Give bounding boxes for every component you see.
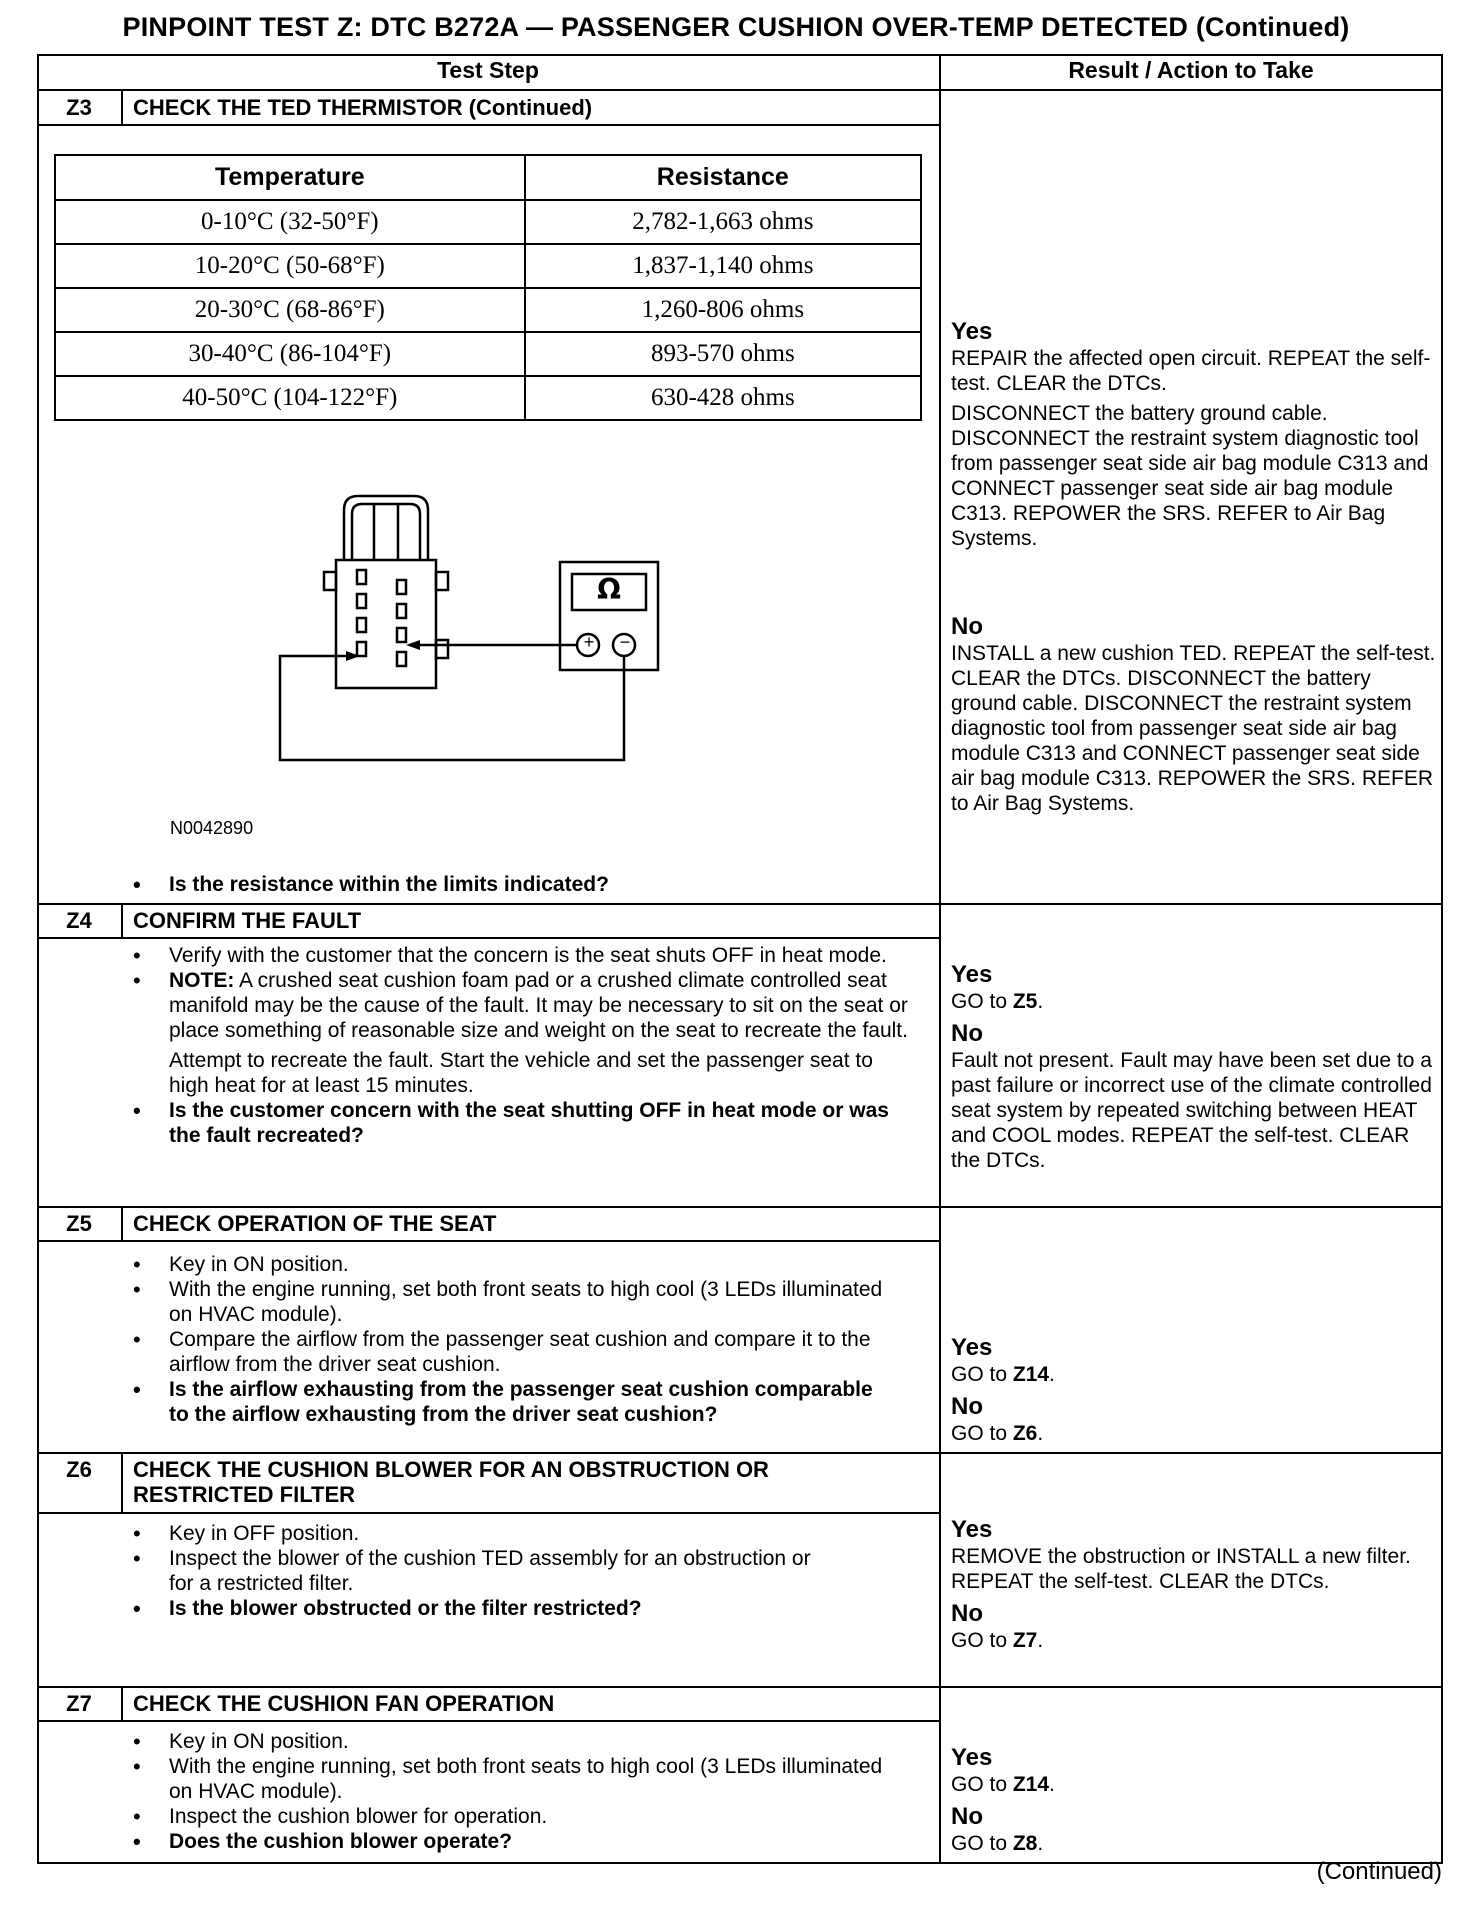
test-lead	[280, 656, 624, 760]
step-id-z7: Z7	[66, 1691, 92, 1716]
no-action: GO to Z8.	[951, 1832, 1044, 1855]
table-row	[55, 244, 921, 288]
yes-label: Yes	[951, 1744, 993, 1771]
z6-steps	[133, 1521, 833, 1621]
yes-action: GO to Z14.	[951, 1363, 1055, 1386]
table-cell: 2,782-1,663 ohms	[525, 200, 921, 244]
id-divider	[121, 89, 123, 124]
note-label: NOTE:	[169, 969, 235, 992]
z7-steps	[133, 1729, 893, 1854]
step-id-z5: Z5	[66, 1211, 92, 1236]
z3-steps	[133, 872, 923, 897]
id-divider	[121, 1452, 123, 1512]
no-action: GO to Z7.	[951, 1629, 1044, 1652]
yes-action: REPAIR the affected open circuit. REPEAT the self-test. CLEAR the DTCs.	[951, 347, 1431, 395]
row-divider	[37, 1240, 939, 1242]
continued-label: (Continued)	[1316, 1858, 1442, 1885]
z7-step-3: • Inspect the cushion blower for operation.	[133, 1804, 893, 1829]
z6-question: • Is the blower obstructed or the filter restricted?	[133, 1596, 833, 1621]
z5-step-3: • Compare the airflow from the passenger seat cushion and compare it to the airflow from the driver seat cushion.	[133, 1327, 893, 1377]
yes-action: GO to Z5.	[951, 990, 1044, 1013]
row-divider	[37, 1686, 1443, 1688]
z5-steps	[133, 1252, 893, 1427]
z3-result	[951, 318, 1436, 816]
no-label: No	[951, 613, 983, 640]
connector-body	[336, 560, 436, 688]
column-divider	[939, 54, 941, 1864]
minus-label: −	[619, 632, 631, 652]
id-divider	[121, 903, 123, 937]
yes-action-detail: DISCONNECT the battery ground cable. DISCONNECT the restraint system diagnostic tool from passenger seat side air bag module C313 and CONNECT passenger seat side air bag module C313. REPOWER the SRS. REFER to Air Bag Systems.	[951, 402, 1429, 550]
no-label: No	[951, 1803, 983, 1830]
row-divider	[37, 1452, 1443, 1454]
z6-step-2: • Inspect the blower of the cushion TED assembly for an obstruction or for a restricted filter.	[133, 1546, 833, 1596]
table-row	[55, 288, 921, 332]
z7-result	[951, 1744, 1436, 1856]
plus-label: +	[583, 632, 595, 652]
table-cell: 30-40°C (86-104°F)	[55, 332, 525, 376]
table-header-temperature: Temperature	[55, 155, 525, 200]
step-id-z4: Z4	[66, 908, 92, 933]
step-title-z3: CHECK THE TED THERMISTOR (Continued)	[133, 95, 593, 120]
table-row	[55, 376, 921, 420]
page-title: PINPOINT TEST Z: DTC B272A — PASSENGER CUSHION OVER-TEMP DETECTED (Continued)	[122, 12, 1350, 42]
table-cell: 10-20°C (50-68°F)	[55, 244, 525, 288]
z3-question: • Is the resistance within the limits indicated?	[133, 872, 923, 897]
z4-question: • Is the customer concern with the seat shutting OFF in heat mode or was the fault recreated?	[133, 1098, 911, 1148]
no-label: No	[951, 1020, 983, 1047]
row-divider	[37, 1512, 939, 1514]
z4-step-note-cont: Attempt to recreate the fault. Start the vehicle and set the passenger seat to high heat for at least 15 minutes.	[169, 1049, 873, 1097]
step-id-z3: Z3	[66, 95, 92, 120]
no-action: GO to Z6.	[951, 1422, 1044, 1445]
yes-action: REMOVE the obstruction or INSTALL a new filter. REPEAT the self-test. CLEAR the DTCs.	[951, 1545, 1411, 1593]
yes-label: Yes	[951, 1334, 993, 1361]
table-row	[55, 332, 921, 376]
thermistor-table	[54, 154, 922, 421]
z7-step-1: • Key in ON position.	[133, 1729, 893, 1754]
step-title-line: RESTRICTED FILTER	[133, 1482, 356, 1507]
no-label: No	[951, 1393, 983, 1420]
header-result: Result / Action to Take	[1068, 57, 1314, 83]
z5-step-1: • Key in ON position.	[133, 1252, 893, 1277]
z4-step-1: • Verify with the customer that the concern is the seat shuts OFF in heat mode.	[133, 943, 911, 968]
z4-step-note	[133, 968, 911, 1043]
yes-label: Yes	[951, 1516, 993, 1543]
table-header-resistance: Resistance	[525, 155, 921, 200]
no-label: No	[951, 1600, 983, 1627]
table-cell: 630-428 ohms	[525, 376, 921, 420]
row-divider	[37, 1206, 1443, 1208]
step-id-z6: Z6	[66, 1457, 92, 1482]
step-title-z7: CHECK THE CUSHION FAN OPERATION	[133, 1691, 555, 1716]
table-cell: 1,837-1,140 ohms	[525, 244, 921, 288]
table-cell: 20-30°C (68-86°F)	[55, 288, 525, 332]
ohm-symbol: Ω	[597, 573, 621, 606]
row-divider	[37, 903, 1443, 905]
row-divider	[37, 89, 1443, 91]
z6-result	[951, 1516, 1436, 1653]
table-cell: 1,260-806 ohms	[525, 288, 921, 332]
z7-step-2: • With the engine running, set both front seats to high cool (3 LEDs illuminated on HVAC module).	[133, 1754, 893, 1804]
table-row	[55, 200, 921, 244]
step-title-line: CHECK THE CUSHION BLOWER FOR AN OBSTRUCTION OR	[133, 1457, 769, 1482]
no-action: Fault not present. Fault may have been set due to a past failure or incorrect use of the climate controlled seat system by repeated switching between HEAT and COOL modes. REPEAT the self-test. CLEAR the DTCs.	[951, 1049, 1432, 1172]
z4-result	[951, 961, 1436, 1173]
z5-step-2: • With the engine running, set both front seats to high cool (3 LEDs illuminated on HVAC module).	[133, 1277, 893, 1327]
row-divider	[37, 937, 939, 939]
note-text: A crushed seat cushion foam pad or a crushed climate controlled seat manifold may be the cause of the fault. It may be necessary to sit on the seat or place something of reasonable size and weight on the seat to recreate the fault.	[169, 969, 908, 1042]
z4-steps	[133, 943, 911, 1148]
step-title-z5: CHECK OPERATION OF THE SEAT	[133, 1211, 497, 1236]
step-title-z4: CONFIRM THE FAULT	[133, 908, 362, 933]
table-header-row	[55, 155, 921, 200]
yes-action: GO to Z14.	[951, 1773, 1055, 1796]
figure-id: N0042890	[170, 818, 254, 838]
yes-label: Yes	[951, 318, 993, 345]
step-title-z6	[133, 1457, 769, 1507]
z6-step-1: • Key in OFF position.	[133, 1521, 833, 1546]
table-cell: 40-50°C (104-122°F)	[55, 376, 525, 420]
header-test-step: Test Step	[437, 57, 539, 83]
row-divider	[37, 124, 939, 126]
row-divider	[37, 1720, 939, 1722]
id-divider	[121, 1206, 123, 1240]
yes-label: Yes	[951, 961, 993, 988]
table-cell: 0-10°C (32-50°F)	[55, 200, 525, 244]
z5-question: • Is the airflow exhausting from the passenger seat cushion comparable to the airflow exhausting from the driver seat cushion?	[133, 1377, 893, 1427]
no-action: INSTALL a new cushion TED. REPEAT the self-test. CLEAR the DTCs. DISCONNECT the battery ground cable. DISCONNECT the restraint system diagnostic tool from passenger seat side air bag module C313 and CONNECT passenger seat side air bag module C313. REPOWER the SRS. REFER to Air Bag Systems.	[951, 642, 1436, 815]
z5-result	[951, 1334, 1436, 1446]
ohmmeter-diagram	[270, 490, 670, 770]
z7-question: • Does the cushion blower operate?	[133, 1829, 893, 1854]
id-divider	[121, 1686, 123, 1720]
table-cell: 893-570 ohms	[525, 332, 921, 376]
